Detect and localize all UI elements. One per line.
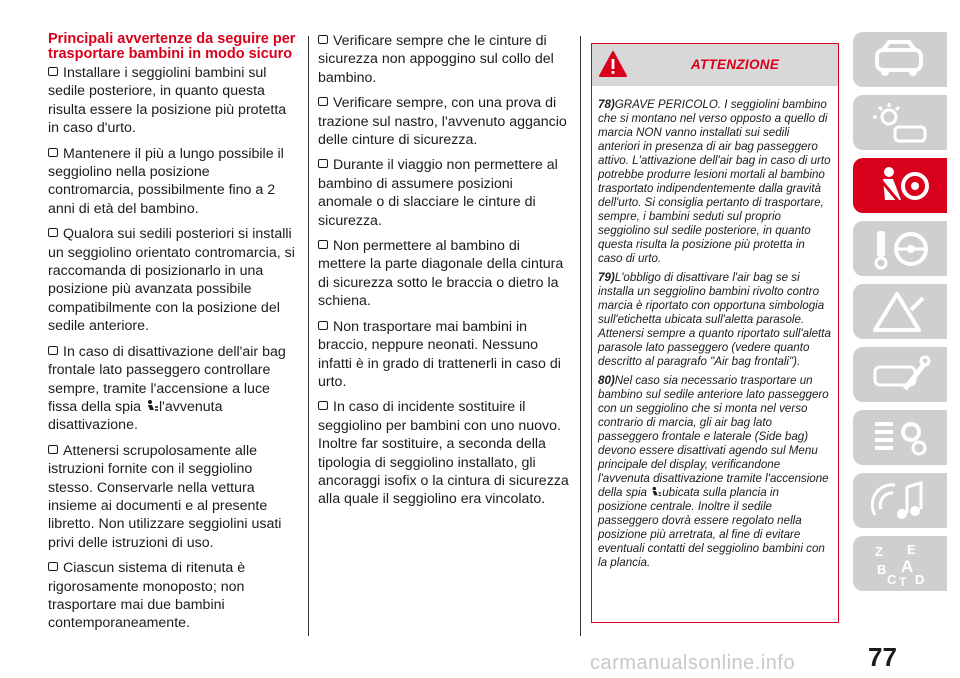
warning-note: 79)L'obbligo di disattivare l'air bag se si installa un seggiolino bambini rivolto contro marcia è riportato con opportuna simbologia sull'etichetta ubicata sull'aletta parasole. Attenersi sempre a quanto riportato sull'aletta parasole lato passeggero (vedere quanto descritto al paragrafo "Air bag frontali"). [598, 271, 831, 368]
index-letter: D [915, 572, 925, 586]
bullet-box-icon [318, 240, 328, 249]
bullet-box-icon [48, 228, 58, 237]
warning-header [592, 44, 838, 86]
bullet-box-icon [48, 445, 58, 454]
bullet-box-icon [48, 67, 58, 76]
index-letter: C [887, 572, 897, 586]
section-heading: Principali avvertenze da seguire per trasportare bambini in modo sicuro [48, 31, 296, 62]
bullet-item: Qualora sui sedili posteriori si installi un seggiolino orientato contromarcia, si raccomanda di posizionarlo in una posizione più avanzata possibile compatibilmente con la posizione del sedile anteriore. [48, 226, 295, 335]
bullet-box-icon [318, 97, 328, 106]
car-dashboard-icon [871, 38, 931, 82]
bullet-item: Installare i seggiolini bambini sul sedile posteriore, in quanto questa risulta essere la posizione più protetta in caso d'urto. [48, 65, 287, 137]
airbag-off-warning-icon [650, 486, 662, 498]
bullet-item: Ciascun sistema di ritenuta è rigorosamente monoposto; non trasportare mai due bambini contemporaneamente. [48, 560, 246, 632]
key-steering-icon [871, 227, 931, 271]
bullet-item: Mantenere il più a lungo possibile il seggiolino nella posizione contromarcia, possibilmente fino a 2 anni di età del bambino. [48, 145, 284, 217]
index-letter: Z [875, 544, 883, 559]
tab-safety[interactable] [853, 158, 947, 213]
bullet-box-icon [48, 562, 58, 571]
bullet-item: Verificare sempre che le cinture di sicurezza non appoggino sul collo del bambino. [318, 33, 554, 86]
warning-triangle-icon [598, 50, 628, 78]
chapter-sidebar [853, 32, 947, 599]
warning-breakdown-icon [871, 290, 931, 334]
bullet-item: Durante il viaggio non permettere al bambino di assumere posizioni anomale o di slacciare le cinture di sicurezza. [318, 157, 558, 229]
index-letter: A [901, 557, 914, 576]
tab-lights[interactable] [853, 95, 947, 150]
tab-index[interactable] [853, 536, 947, 591]
airbag-safety-icon [871, 164, 931, 208]
bullet-box-icon [318, 35, 328, 44]
bullet-item: Non trasportare mai bambini in braccio, neppure neonati. Nessuno infatti è in grado di trattenerli in caso di urto. [318, 318, 561, 390]
tab-breakdown[interactable] [853, 284, 947, 339]
bullet-box-icon [318, 159, 328, 168]
warning-body [592, 86, 838, 570]
lights-icon [871, 101, 931, 145]
index-letter: T [899, 575, 907, 586]
page-number: 77 [868, 642, 897, 672]
airbag-off-warning-icon [145, 399, 159, 413]
tab-key-steering[interactable] [853, 221, 947, 276]
multimedia-icon [871, 479, 931, 523]
bullet-item: Verificare sempre, con una prova di trazione sul nastro, l'avvenuto aggancio delle cinture di sicurezza. [318, 95, 567, 149]
bullet-box-icon [318, 321, 328, 330]
column-divider [580, 36, 581, 636]
bullet-item: Non permettere al bambino di mettere la parte diagonale della cintura di sicurezza sotto le braccia o dietro la schiena. [318, 238, 564, 310]
index-letters-icon [871, 542, 931, 586]
gears-specs-icon [871, 416, 931, 460]
warning-title: ATTENZIONE [690, 57, 780, 72]
tab-car-dashboard[interactable] [853, 32, 947, 87]
tab-maintenance[interactable] [853, 347, 947, 402]
warning-note: 80)Nel caso sia necessario trasportare un bambino sul sedile anteriore lato passeggero con un seggiolino che si monta nel verso contrario di marcia, gli air bag lato passeggero frontale e laterale (Side bag) devono essere disattivati agendo sul Menu principale del display, verificandone l'avvenuta disattivazione tramite l'accensione della spia ubicata sulla plancia in posizione centrale. Inoltre il sedile passeggero dovrà essere regolato nella posizione più arretrata, al fine di evitare eventuali contatti del seggiolino bambini con la plancia. [598, 374, 829, 569]
tab-specs[interactable] [853, 410, 947, 465]
bullet-item: Attenersi scrupolosamente alle istruzioni fornite con il seggiolino stesso. Conservarle nella vettura insieme ai documenti e al presente libretto. Non utilizzare seggiolini usati privi delle istruzioni di uso. [48, 442, 282, 551]
bullet-box-icon [318, 401, 328, 410]
tab-multimedia[interactable] [853, 473, 947, 528]
warning-box [591, 43, 839, 623]
warning-note: 78)GRAVE PERICOLO. I seggiolini bambino che si montano nel verso opposto a quello di marcia NON vanno installati sui sedili anteriori in presenza di air bag passeggero attivo. L'attivazione dell'air bag in caso di urto potrebbe produrre lesioni mortali al bambino trasportato indipendentemente dalla gravità dell'urto. Si consiglia pertanto di trasportare, sempre, i bambini seduti sul proprio seggiolino sul sedile posteriore, in quanto questa risulta la posizione più protetta in caso di urto. [598, 98, 831, 265]
left-column [48, 32, 298, 640]
maintenance-tools-icon [871, 353, 931, 397]
bullet-box-icon [48, 346, 58, 355]
bullet-item: In caso di disattivazione dell'air bag frontale lato passeggero controllare sempre, tramite l'accensione a luce fissa della spia l'avvenuta disattivazione. [48, 343, 286, 434]
bullet-box-icon [48, 148, 58, 157]
watermark: carmanualsonline.info [590, 652, 796, 674]
column-divider [308, 36, 309, 636]
bullet-item: In caso di incidente sostituire il seggiolino per bambini con uno nuovo. Inoltre far sostituire, a seconda della tipologia di seggiolino installato, gli ancoraggi isofix o la cintura di sicurezza alla quale il seggiolino era vincolato. [318, 399, 569, 508]
index-letter: B [877, 562, 887, 577]
index-letter: E [907, 542, 916, 557]
middle-column [318, 32, 570, 516]
